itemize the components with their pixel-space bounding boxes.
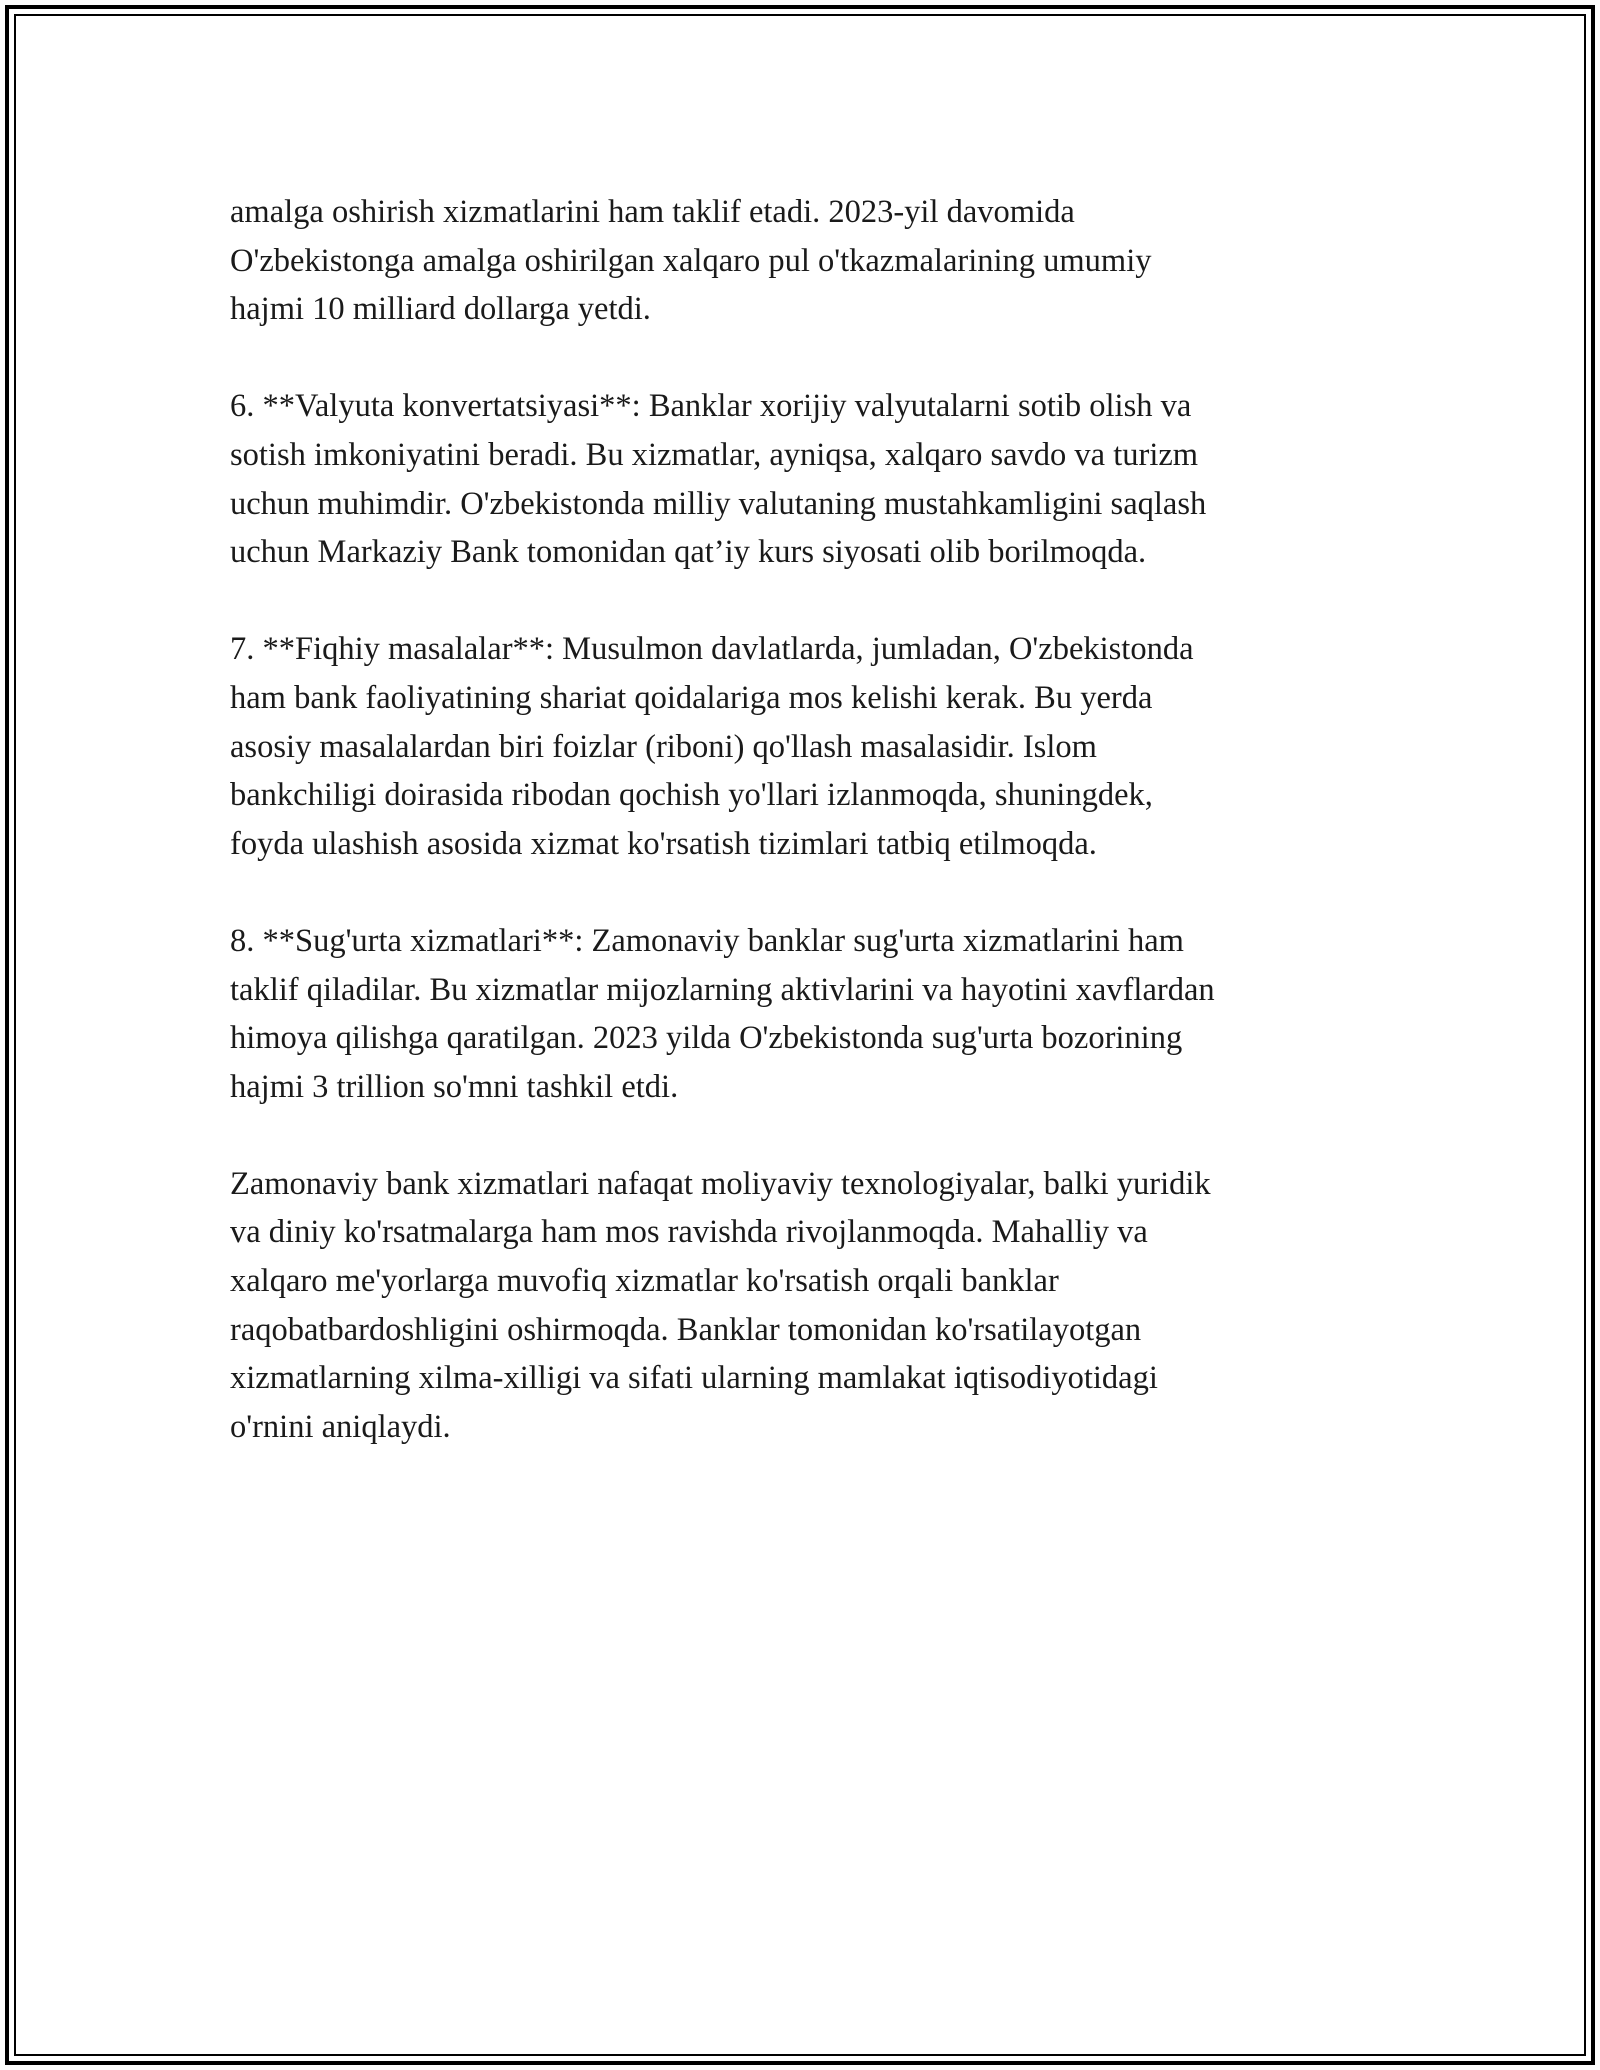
text-line: taklif qiladilar. Bu xizmatlar mijozlarning aktivlarini va hayotini xavflardan: [230, 971, 1215, 1008]
text-line: himoya qilishga qaratilgan. 2023 yilda O'zbekistonda sug'urta bozorining: [230, 1020, 1183, 1057]
text-line: O'zbekistonga amalga oshirilgan xalqaro pul o'tkazmalarining umumiy: [230, 242, 1152, 279]
text-line: hajmi 10 milliard dollarga yetdi.: [230, 291, 651, 328]
paragraph-conclusion: [230, 1160, 1370, 1452]
text-line: uchun muhimdir. O'zbekistonda milliy valutaning mustahkamligini saqlash: [230, 485, 1207, 522]
text-line: amalga oshirish xizmatlarini ham taklif etadi. 2023-yil davomida: [230, 194, 1075, 230]
text-line: o'rnini aniqlaydi.: [230, 1408, 451, 1445]
text-line: ham bank faoliyatining shariat qoidalariga mos kelishi kerak. Bu yerda: [230, 679, 1153, 716]
paragraph-currency-conversion: [230, 382, 1370, 576]
text-line: foyda ulashish asosida xizmat ko'rsatish tizimlari tatbiq etilmoqda.: [230, 825, 1097, 862]
text-line: uchun Markaziy Bank tomonidan qat’iy kurs siyosati olib borilmoqda.: [230, 534, 1147, 571]
text-line: asosiy masalalardan biri foizlar (riboni) qo'llash masalasidir. Islom: [230, 728, 1097, 765]
paragraph-transfers-continued: [230, 188, 1370, 334]
text-line: xizmatlarning xilma-xilligi va sifati ularning mamlakat iqtisodiyotidagi: [230, 1360, 1158, 1397]
text-line: 8. **Sug'urta xizmatlari**: Zamonaviy banklar sug'urta xizmatlarini ham: [230, 922, 1184, 959]
text-line: va diniy ko'rsatmalarga ham mos ravishda rivojlanmoqda. Mahalliy va: [230, 1214, 1148, 1251]
paragraph-insurance-services: [230, 917, 1370, 1111]
document-body: [230, 188, 1370, 1500]
text-line: bankchiligi doirasida ribodan qochish yo'llari izlanmoqda, shuningdek,: [230, 777, 1153, 814]
paragraph-fiqh-issues: [230, 625, 1370, 868]
text-line: raqobatbardoshligini oshirmoqda. Banklar tomonidan ko'rsatilayotgan: [230, 1311, 1142, 1348]
text-line: xalqaro me'yorlarga muvofiq xizmatlar ko'rsatish orqali banklar: [230, 1263, 1059, 1300]
text-line: hajmi 3 trillion so'mni tashkil etdi.: [230, 1068, 679, 1105]
text-line: sotish imkoniyatini beradi. Bu xizmatlar, ayniqsa, xalqaro savdo va turizm: [230, 436, 1199, 473]
text-line: Zamonaviy bank xizmatlari nafaqat moliyaviy texnologiyalar, balki yuridik: [230, 1165, 1211, 1202]
text-line: 6. **Valyuta konvertatsiyasi**: Banklar xorijiy valyutalarni sotib olish va: [230, 388, 1192, 425]
text-line: 7. **Fiqhiy masalalar**: Musulmon davlatlarda, jumladan, O'zbekistonda: [230, 631, 1194, 668]
